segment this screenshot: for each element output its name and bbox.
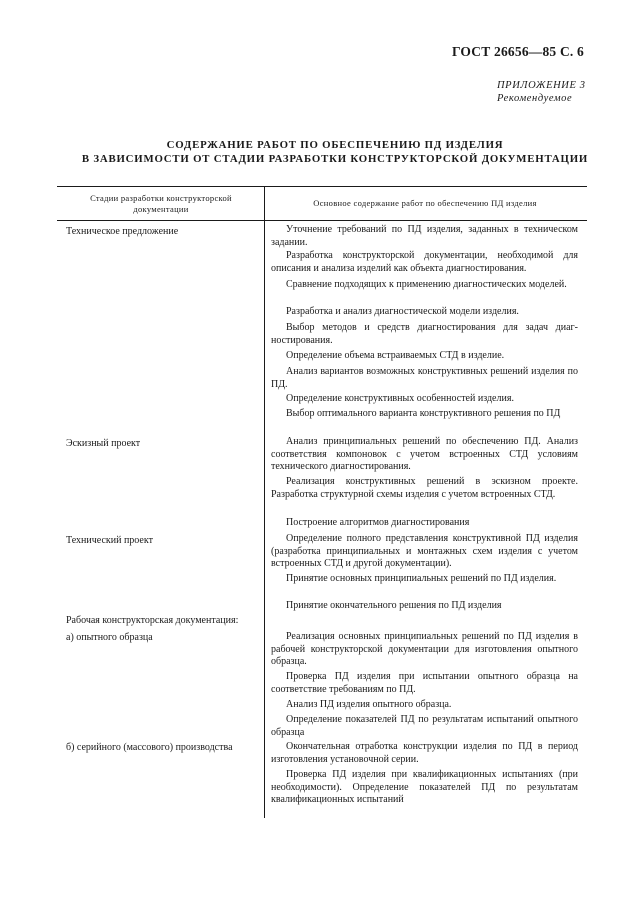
content-paragraph: Принятие основных принципиальных решений по ПД изделия. xyxy=(286,573,557,584)
column-header-stages: Стадии разработки конструкторской документации xyxy=(90,193,232,214)
content-paragraph: Определение объема встраиваемых СТД в изделие. xyxy=(286,350,505,361)
stage-sketch-project: Эскизный проект xyxy=(66,438,141,449)
table-column-divider xyxy=(264,186,265,818)
title-line-1: СОДЕРЖАНИЕ РАБОТ ПО ОБЕСПЕЧЕНИЮ ПД ИЗДЕЛИЯ xyxy=(166,139,504,151)
content-paragraph: Принятие окончательного решения по ПД изделия xyxy=(286,600,502,611)
stage-working-documentation: Рабочая конструкторская документация: xyxy=(66,615,239,626)
content-paragraph: Анализ принципиальных решений по обеспечению ПД. Анализ соответствия компоновок с учетом встроенных СТД условиям технического диагностирования. xyxy=(271,436,578,473)
content-paragraph: Построение алгоритмов диагностирования xyxy=(286,517,470,528)
document-reference: ГОСТ 26656—85 С. 6 xyxy=(451,44,584,59)
stage-technical-proposal: Техническое предложение xyxy=(66,226,179,237)
content-paragraph: Разработка конструкторской документации, необходимой для описания и анализа изделий как объекта диагностирования. xyxy=(271,250,578,274)
column-header-content: Основное содержание работ по обеспечению ПД изделия xyxy=(313,198,537,208)
stage-prototype: а) опытного образца xyxy=(66,632,153,643)
content-paragraph: Уточнение требований по ПД изделия, заданных в техническом задании. xyxy=(271,224,578,248)
content-paragraph: Проверка ПД изделия при испытании опытного образца на соответствие требованиям по ПД. xyxy=(271,671,578,695)
content-paragraph: Сравнение подходящих к применению диагностических моделей. xyxy=(286,279,567,290)
content-paragraph: Определение полного представления конструктивной ПД изделия (разработка принципиальных и монтажных схем изделия с учетом встроенных СТД и другой документации). xyxy=(271,533,578,570)
content-paragraph: Реализация основных принципиальных решений по ПД изделия в рабочей конструкторской документации для изготовления опытного образца. xyxy=(271,631,578,668)
stage-serial-production: б) серийного (массового) производства xyxy=(66,742,233,753)
appendix-label: ПРИЛОЖЕНИЕ 3 xyxy=(497,80,586,91)
stage-technical-project: Технический проект xyxy=(66,535,153,546)
content-paragraph: Выбор оптимального варианта конструктивного решения по ПД xyxy=(286,408,561,419)
content-paragraph: Анализ ПД изделия опытного образца. xyxy=(286,699,452,710)
content-paragraph: Разработка и анализ диагностической модели изделия. xyxy=(286,306,519,317)
content-paragraph: Реализация конструктивных решений в эскизном проекте. Разработка структурной схемы изделия с учетом встроенных СТД. xyxy=(271,476,578,500)
content-paragraph: Проверка ПД изделия при квалификационных испытаниях (при необходимости). Определение показателей ПД по результатам квалификационных испытаний xyxy=(271,769,578,806)
content-paragraph: Окончательная отработка конструкции изделия по ПД в период изготовления установочной серии. xyxy=(271,741,578,765)
table-header-rule xyxy=(57,220,587,221)
content-paragraph: Определение показателей ПД по результатам испытаний опытного образца xyxy=(271,714,578,738)
appendix-status: Рекомендуемое xyxy=(497,93,573,104)
table-top-rule xyxy=(57,186,587,187)
content-paragraph: Выбор методов и средств диагностирования для задач диагностирования. xyxy=(271,322,578,346)
page-title xyxy=(40,139,630,166)
content-paragraph: Анализ вариантов возможных конструктивных решений изделия по ПД. xyxy=(271,366,578,390)
content-paragraph: Определение конструктивных особенностей изделия. xyxy=(286,393,514,404)
title-line-2: В ЗАВИСИМОСТИ ОТ СТАДИИ РАЗРАБОТКИ КОНСТРУКТОРСКОЙ ДОКУМЕНТАЦИИ xyxy=(81,152,589,165)
appendix-block xyxy=(497,79,586,105)
